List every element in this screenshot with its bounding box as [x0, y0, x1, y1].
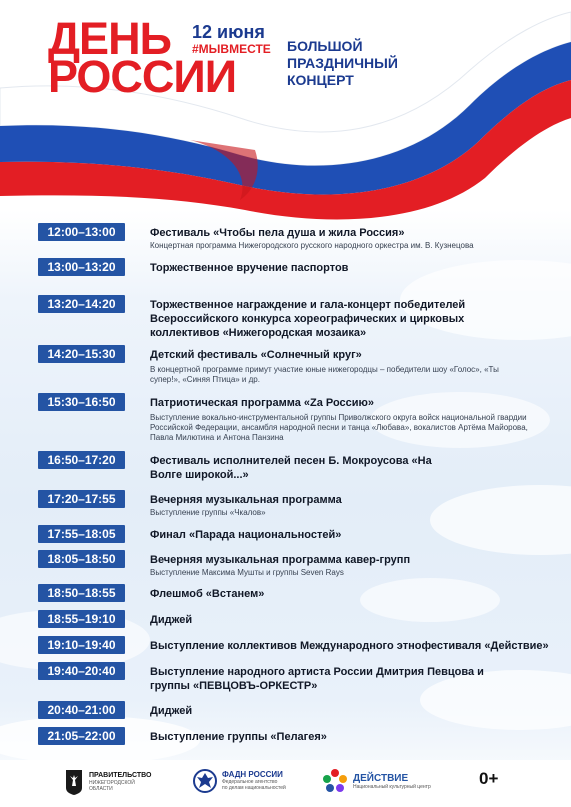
time-badge: 13:00–13:20	[38, 258, 125, 276]
event-info	[150, 730, 560, 744]
hashtag: #МЫВМЕСТЕ	[192, 42, 271, 56]
time-badge: 15:30–16:50	[38, 393, 125, 411]
event-info	[150, 587, 560, 601]
event-info	[150, 553, 560, 578]
time-badge: 12:00–13:00	[38, 223, 125, 241]
event-info	[150, 665, 520, 693]
logo-deystvie	[322, 768, 431, 794]
logo-government-name: ПРАВИТЕЛЬСТВО	[89, 772, 152, 779]
time-badge: 14:20–15:30	[38, 345, 125, 363]
logo-fadn-sub1: Федеральное агентство	[222, 779, 278, 785]
time-badge: 18:50–18:55	[38, 584, 125, 602]
event-description: Концертная программа Нижегородского русского народного оркестра им. В. Кузнецова	[150, 241, 474, 250]
event-description: Выступление вокально-инструментальной группы Приволжского округа войск национальной гвардии Российской Федерации, ансамбля народной песни и танца «Любава», вокалистов Артёма Майорова, Павла Милютина и Антона Панзина	[150, 413, 528, 442]
event-title: Выступление коллективов Международного этнофестиваля «Действие»	[150, 640, 549, 652]
event-title: Детский фестиваль «Солнечный круг»	[150, 349, 362, 361]
event-info	[150, 454, 440, 482]
event-description: В концертной программе примут участие юные нижегородцы – победители шоу «Голос», «Ты супер!», «Синяя Птица» и др.	[150, 365, 499, 384]
event-title: Торжественное награждение и гала-концерт победителей Всероссийского конкурса хореографических и цирковых коллективов «Нижегородская мозаика»	[150, 299, 466, 339]
logo-deystvie-name: ДЕЙСТВИЕ	[353, 772, 409, 784]
event-info	[150, 226, 560, 251]
eagle-emblem-icon	[193, 768, 217, 794]
event-title: Торжественное вручение паспортов	[150, 262, 349, 274]
event-info	[150, 704, 560, 718]
event-description: Выступление Максима Мушты и группы Seven Rays	[150, 568, 344, 577]
time-badge: 20:40–21:00	[38, 701, 125, 719]
time-badge: 16:50–17:20	[38, 451, 125, 469]
concert-line-2: ПРАЗДНИЧНЫЙ	[287, 55, 398, 71]
concert-line-1: БОЛЬШОЙ	[287, 38, 363, 54]
event-info	[150, 396, 540, 443]
time-badge: 17:20–17:55	[38, 490, 125, 508]
logo-fadn-text	[222, 771, 286, 791]
event-title: Финал «Парада национальностей»	[150, 529, 342, 541]
event-info	[150, 348, 520, 385]
event-info	[150, 639, 560, 653]
logo-fadn	[193, 768, 286, 794]
logo-deystvie-text	[353, 773, 431, 790]
event-title: Патриотическая программа «Zа Россию»	[150, 397, 375, 409]
star-emblem-icon	[322, 768, 348, 794]
time-badge: 13:20–14:20	[38, 295, 125, 313]
footer	[0, 760, 571, 807]
time-badge: 19:10–19:40	[38, 636, 125, 654]
event-title: Фестиваль исполнителей песен Б. Мокроусова «На Волге широкой...»	[150, 455, 432, 481]
event-info	[150, 613, 560, 627]
concert-heading	[287, 38, 398, 89]
logo-government-sub1: НИЖЕГОРОДСКОЙ	[89, 780, 135, 786]
event-info	[150, 298, 490, 340]
event-title: Вечерняя музыкальная программа кавер-групп	[150, 554, 411, 566]
event-description: Выступление группы «Чкалов»	[150, 508, 266, 517]
logo-government-sub2: ОБЛАСТИ	[89, 786, 113, 792]
logo-government-text	[89, 772, 151, 792]
time-badge: 18:05–18:50	[38, 550, 125, 568]
logo-fadn-name: ФАДН РОССИИ	[222, 770, 283, 779]
time-badge: 19:40–20:40	[38, 662, 125, 680]
event-info	[150, 493, 560, 518]
logo-government	[64, 768, 151, 796]
event-info	[150, 261, 560, 275]
event-title: Вечерняя музыкальная программа	[150, 494, 342, 506]
time-badge: 21:05–22:00	[38, 727, 125, 745]
event-info	[150, 528, 560, 542]
logo-fadn-sub2: по делам национальностей	[222, 785, 286, 791]
event-title: Выступление группы «Пелагея»	[150, 731, 327, 743]
event-title: Флешмоб «Встанем»	[150, 588, 265, 600]
age-rating: 0+	[479, 769, 499, 788]
event-title: Фестиваль «Чтобы пела душа и жила Россия»	[150, 227, 405, 239]
event-title: Выступление народного артиста России Дмитрия Певцова и группы «ПЕВЦОВЪ-ОРКЕСТР»	[150, 666, 484, 692]
title-line-1: ДЕНЬ	[48, 13, 171, 64]
time-badge: 17:55–18:05	[38, 525, 125, 543]
title-line-2: РОССИИ	[48, 51, 237, 102]
time-badge: 18:55–19:10	[38, 610, 125, 628]
deer-emblem-icon	[64, 768, 84, 796]
logo-deystvie-sub: Национальный культурный центр	[353, 783, 431, 790]
event-date: 12 июня	[192, 22, 265, 42]
event-title: Диджей	[150, 614, 193, 626]
concert-line-3: КОНЦЕРТ	[287, 72, 354, 88]
event-title: Диджей	[150, 705, 193, 717]
